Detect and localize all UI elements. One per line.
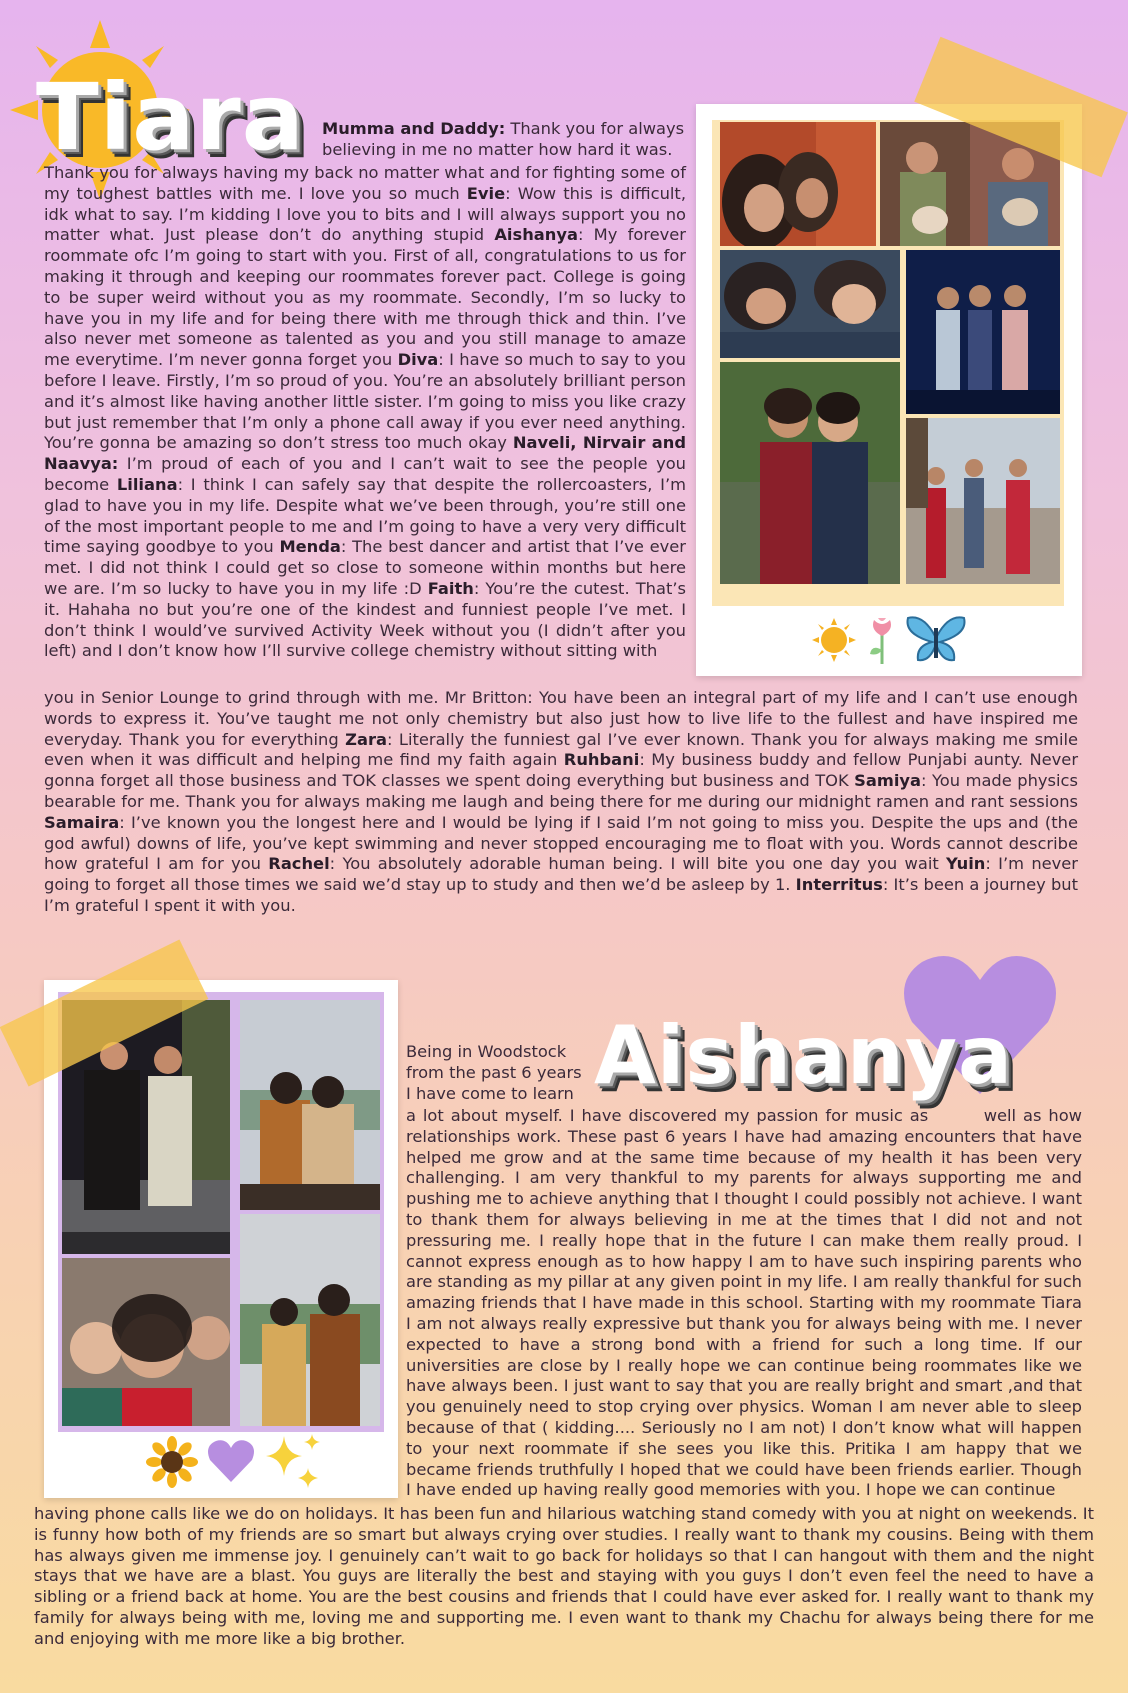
intro-recipient: Mumma and Daddy: bbox=[322, 119, 506, 138]
message-text: : My business buddy and fellow Punjabi aunty. Never gonna forget all those business and TOK classes we spent doing everything but business and TOK bbox=[44, 750, 1079, 791]
flower-icon bbox=[864, 614, 900, 666]
message-text: : Wow this is difficult, idk what to say. I’m kidding I love you to bits and I will always support you no matter what. Just please don’t do anything stupid bbox=[44, 183, 686, 245]
message-text: I’m proud of each of you and I can’t wait to see the people you become bbox=[44, 454, 686, 494]
sparkle-icon bbox=[262, 1432, 326, 1492]
recipient-name: Ruhbani bbox=[563, 750, 640, 770]
photo-selfie bbox=[720, 122, 876, 246]
message-text: : I’m never going to forget all those times we said we’d stay up to study and then we’d be asleep by 1. bbox=[44, 854, 1078, 895]
recipient-name: Naveli, Nirvair and Naavya: bbox=[44, 433, 686, 474]
message-text: : It’s been a journey but I’m grateful I spent it with you. bbox=[44, 875, 1078, 915]
aishanya-message-column: a lot about myself. I have discovered my passion for music as well as how relationships work. These past 6 years I have had amazing encounters that have helped me grow and at the same time because of my health it has been very challenging. I am very thankful to my parents for always supporting me and pushing me to achieve anything that I thought I could possibly not achieve. I want to thank them for always believing in me at the times that I did not and not pressuring me. I really hope that in the future I can make them really proud. I cannot express enough as to how happy I am to have such inspiring parents who are standing as my pillar at any given point in my life. I am really thankful for such amazing friends that I have made in this school. Starting with my roommate Tiara I am not always really expressive but thank you for always being with me. I never expected to have a strong bond with a friend for such a long time. If our universities are close by I really hope we can continue being roommates like we have always been. I just want to say that you are really bright and smart ,and that you genuinely need to stop crying over physics. Woman I am never able to sleep because of that ( kidding.... Seriously no I am not) I don’t know what will happen to your next roommate if she sees you like this. Pritika I am happy that we became friends truthfully I hoped that we could have been friends earlier. Though I have ended up having really good memories with you. I hope we can continue bbox=[406, 1106, 1082, 1500]
page-title-aishanya: Aishanya bbox=[594, 1009, 1013, 1102]
tiara-photo-collage bbox=[696, 104, 1082, 676]
message-text: : Literally the funniest gal I’ve ever known. Thank you for always making me smile even when it was difficult and helping me find my faith again bbox=[44, 729, 1079, 770]
tiara-message-column bbox=[44, 163, 686, 662]
photo-hug-outdoors bbox=[720, 362, 900, 584]
message-text: : I have so much to say to you before I leave. Firstly, I’m so proud of you. You’re an absolutely brilliant person and it’s almost like having another little sister. I’m going to miss you like crazy but just remember that I’m only a phone call away if you ever need anything. You’re gonna be amazing so don’t stress too much okay bbox=[44, 350, 686, 453]
aishanya-photo-collage bbox=[44, 980, 398, 1498]
recipient-name: Interritus bbox=[795, 875, 883, 895]
page-title-tiara: Tiara bbox=[36, 64, 305, 171]
recipient-name: Rachel bbox=[268, 854, 330, 874]
aishanya-intro bbox=[406, 1042, 606, 1104]
recipient-name: Yuin bbox=[946, 854, 986, 874]
recipient-name: Menda bbox=[279, 537, 341, 557]
recipient-name: Samaira bbox=[44, 812, 120, 832]
message-text: : The best dancer and artist that I’ve ever met. I did not think I could get so close to someone within months but here we are. I’m so lucky to have you in my life :D bbox=[44, 537, 686, 598]
message-text: : My forever roommate ofc I’m going to start with you. First of all, congratulations to us for making it through and keeping our roommates forever pact. College is going to be super weird without you as my roommate. Secondly, I’m so lucky to have you in my life and for being there with me through thick and thin. I’ve also never met someone as talented as you and you still manage to amaze me everytime. I’m never gonna forget you bbox=[44, 225, 686, 370]
intro-line-3: I have come to learn bbox=[406, 1083, 574, 1103]
photo-outdoor-pair bbox=[240, 1214, 380, 1426]
recipient-name: Samiya bbox=[854, 771, 922, 791]
recipient-name: Liliana bbox=[116, 474, 178, 494]
photo-two-faces bbox=[720, 250, 900, 358]
recipient-name: Zara bbox=[345, 729, 387, 749]
intro-line-1: Being in Woodstock bbox=[406, 1042, 567, 1061]
heart-icon bbox=[206, 1438, 256, 1484]
intro-text: Thank you for always believing in me no matter how hard it was. bbox=[322, 119, 685, 159]
photo-group-heart bbox=[906, 418, 1060, 584]
tiara-message-wide bbox=[44, 688, 1078, 917]
message-text: : I think I can safely say that despite the rollercoasters, I’m glad to have you in my life. Despite what we’ve been through, you’re still one of the most important people to me and I’m going to have a very very difficult time saying goodbye to you bbox=[44, 474, 686, 557]
message-text: you in Senior Lounge to grind through with me. Mr Britton: You have been an integral part of my life and I can’t use enough words to express it. You’ve taught me not only chemistry but also just how to live life to the fullest and have inspired me everyday. Thank you for everything bbox=[44, 688, 1078, 749]
butterfly-icon bbox=[904, 612, 968, 666]
message-text: : You made physics bearable for me. Thank you for always making me laugh and being there for me during our midnight ramen and rant sessions bbox=[44, 771, 1078, 811]
recipient-name: Aishanya bbox=[494, 225, 578, 245]
message-text: : I’ve known you the longest here and I would be lying if I said I’m not going to miss you. Despite the ups and (the god awful) downs of life, you’ve kept swimming and never stopped encouraging me to float with you. Words cannot describe how grateful I am for you bbox=[44, 812, 1078, 874]
photo-hug-mountain bbox=[240, 1000, 380, 1210]
recipient-name: Faith bbox=[427, 578, 474, 598]
message-text: : You absolutely adorable human being. I will bite you one day you wait bbox=[329, 854, 947, 874]
photo-night-trio bbox=[906, 250, 1060, 414]
message-text: : You’re the cutest. That’s it. Hahaha no but you’re one of the kindest and funniest people I’ve met. I don’t think I would’ve survived Activity Week without you (I didn’t after you left) and I don’t know how I’ll survive college chemistry without sitting with bbox=[44, 578, 686, 661]
message-text: Thank you for always having my back no matter what and for fighting some of my toughest battles with me. I love you so much bbox=[44, 163, 686, 203]
recipient-name: Evie bbox=[466, 183, 506, 203]
intro-line-2: from the past 6 years bbox=[406, 1062, 582, 1082]
aishanya-message-wide: having phone calls like we do on holidays. It has been fun and hilarious watching stand comedy with you at night on weekends. It is funny how both of my friends are so smart but always crying over studies. I really want to thank my cousins. Being with them has always given me immense joy. I genuinely can’t wait to go back for holidays so that I can hangout with them and the night stays that we have are a blast. You guys are literally the best and staying with you guys I don’t even feel the need to have a sibling or a friend back at home. You are the best cousins and friends that I could have ever asked for. I really want to thank my family for always being with me, loving me and supporting me. I even want to thank my Chachu for always being there for me and enjoying with me more like a big brother. bbox=[34, 1504, 1094, 1648]
intro-paragraph bbox=[322, 119, 686, 161]
recipient-name: Diva bbox=[397, 350, 439, 370]
sunflower-icon bbox=[146, 1436, 198, 1488]
sun-icon bbox=[810, 616, 858, 664]
photo-group-selfie bbox=[62, 1258, 230, 1426]
